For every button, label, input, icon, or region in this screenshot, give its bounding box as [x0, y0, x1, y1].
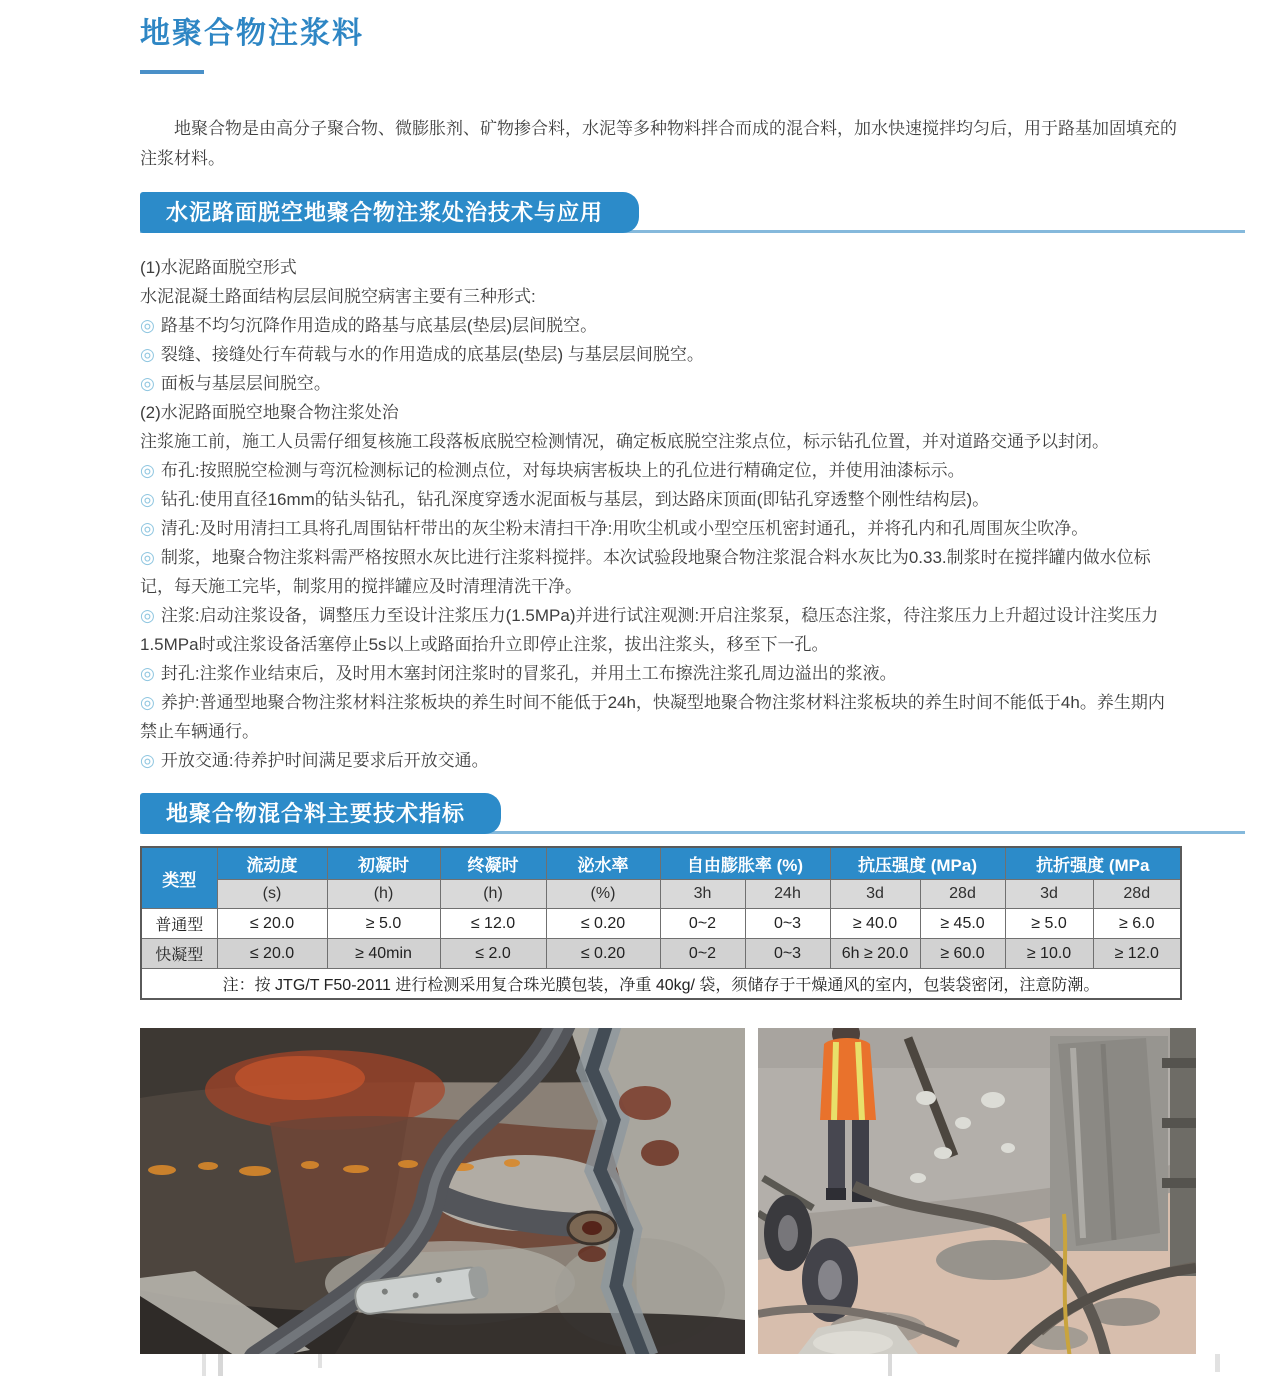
value-cell: 0~3 [745, 909, 830, 939]
ring-bullet-icon: ◎ [140, 548, 155, 567]
value-cell: ≥ 60.0 [920, 939, 1005, 969]
grouting-hole-photo [140, 1028, 745, 1354]
table-sub-header: 24h [745, 880, 830, 909]
table-group-header: 初凝时 [327, 847, 440, 880]
table-unit-header: (h) [440, 880, 546, 909]
table-unit-header: (h) [327, 880, 440, 909]
value-cell: 0~3 [745, 939, 830, 969]
ring-bullet-icon: ◎ [140, 693, 155, 712]
table-unit-header: (s) [217, 880, 327, 909]
row-type-cell: 普通型 [141, 909, 217, 939]
ring-bullet-icon: ◎ [140, 345, 155, 364]
table-unit-header: (%) [546, 880, 660, 909]
bullet-line: ◎ 路基不均匀沉降作用造成的路基与底基层(垫层)层间脱空。 [140, 316, 598, 335]
ring-bullet-icon: ◎ [140, 664, 155, 683]
value-cell: ≥ 12.0 [1093, 939, 1181, 969]
ring-bullet-icon: ◎ [140, 316, 155, 335]
spec-table-body [141, 909, 1181, 1000]
table-group-header: 终凝时 [440, 847, 546, 880]
bullet-line: ◎ 钻孔:使用直径16mm的钻头钻孔，钻孔深度穿透水泥面板与基层，到达路床顶面(即钻孔穿透整个刚性结构层)。 [140, 490, 990, 509]
value-cell: ≤ 12.0 [440, 909, 546, 939]
table-corner-header: 类型 [141, 847, 217, 909]
value-cell: ≤ 20.0 [217, 939, 327, 969]
value-cell: ≥ 6.0 [1093, 909, 1181, 939]
section2-banner-title: 地聚合物混合料主要技术指标 [140, 793, 501, 834]
value-cell: ≥ 45.0 [920, 909, 1005, 939]
section1-banner-title: 水泥路面脱空地聚合物注浆处治技术与应用 [140, 192, 639, 233]
spec-table [140, 846, 1182, 1000]
table-sub-header: 28d [920, 880, 1005, 909]
text-line: 水泥混凝土路面结构层层间脱空病害主要有三种形式: [140, 287, 536, 306]
ring-bullet-icon: ◎ [140, 461, 155, 480]
bullet-line: ◎ 养护:普通型地聚合物注浆材料注浆板块的养生时间不能低于24h，快凝型地聚合物注浆材料注浆板块的养生时间不能低于4h。养生期内禁止车辆通行。 [140, 693, 1165, 741]
intro-paragraph: 地聚合物是由高分子聚合物、微膨胀剂、矿物掺合料，水泥等多种物料拌合而成的混合料，加水快速搅拌均匀后，用于路基加固填充的注浆材料。 [140, 119, 1177, 168]
table-sub-header: 28d [1093, 880, 1181, 909]
table-header-row-1 [141, 847, 1181, 880]
table-group-header: 自由膨胀率 (%) [660, 847, 830, 880]
title-underline [140, 70, 204, 74]
section1-banner [140, 192, 1180, 233]
value-cell: ≤ 0.20 [546, 939, 660, 969]
bullet-line: ◎ 制浆，地聚合物注浆料需严格按照水灰比进行注浆料搅拌。本次试验段地聚合物注浆混合料水灰比为0.33.制浆时在搅拌罐内做水位标记，每天施工完毕，制浆用的搅拌罐应及时清理清洗干净。 [140, 548, 1151, 596]
table-group-header: 抗折强度 (MPa [1005, 847, 1181, 880]
page-bottom-artifacts [140, 1354, 1245, 1376]
table-sub-header: 3d [830, 880, 920, 909]
bullet-line: ◎ 注浆:启动注浆设备，调整压力至设计注浆压力(1.5MPa)并进行试注观测:开启注浆泵，稳压态注浆，待注浆压力上升超过设计注奖压力1.5MPa时或注浆设备活塞停止5s以上或路面抬升立即停止注浆，拔出注浆头，移至下一孔。 [140, 606, 1159, 654]
grouting-site-photo-art [758, 1028, 1196, 1354]
value-cell: ≤ 2.0 [440, 939, 546, 969]
text-line: (2)水泥路面脱空地聚合物注浆处治 [140, 403, 399, 422]
table-group-header: 流动度 [217, 847, 327, 880]
bullet-line: ◎ 开放交通:待养护时间满足要求后开放交通。 [140, 751, 489, 770]
table-note: 注：按 JTG/T F50-2011 进行检测采用复合珠光膜包装，净重 40kg/ 袋，须储存于干燥通风的室内，包装袋密闭，注意防潮。 [141, 969, 1181, 1000]
value-cell: ≥ 5.0 [327, 909, 440, 939]
ring-bullet-icon: ◎ [140, 490, 155, 509]
spec-table-head [141, 847, 1181, 909]
text-line: (1)水泥路面脱空形式 [140, 258, 297, 277]
value-cell: ≥ 40min [327, 939, 440, 969]
photo-row [140, 1028, 1280, 1354]
table-sub-header: 3d [1005, 880, 1093, 909]
bullet-line: ◎ 面板与基层层间脱空。 [140, 374, 331, 393]
grouting-hole-photo-art [140, 1028, 745, 1354]
value-cell: 0~2 [660, 909, 745, 939]
ring-bullet-icon: ◎ [140, 374, 155, 393]
bullet-line: ◎ 封孔:注浆作业结束后，及时用木塞封闭注浆时的冒浆孔，并用土工布擦洗注浆孔周边溢出的浆液。 [140, 664, 897, 683]
grouting-site-photo [758, 1028, 1196, 1354]
ring-bullet-icon: ◎ [140, 751, 155, 770]
ring-bullet-icon: ◎ [140, 606, 155, 625]
value-cell: ≥ 40.0 [830, 909, 920, 939]
table-group-header: 泌水率 [546, 847, 660, 880]
bullet-line: ◎ 清孔:及时用清扫工具将孔周围钻杆带出的灰尘粉末清扫干净:用吹尘机或小型空压机密封通孔，并将孔内和孔周围灰尘吹净。 [140, 519, 1089, 538]
table-row [141, 939, 1181, 969]
text-line: 注浆施工前，施工人员需仔细复核施工段落板底脱空检测情况，确定板底脱空注浆点位，标示钻孔位置，并对道路交通予以封闭。 [140, 432, 1109, 451]
page-title: 地聚合物注浆料 [140, 17, 364, 50]
bullet-line: ◎ 裂缝、接缝处行车荷载与水的作用造成的底基层(垫层) 与基层层间脱空。 [140, 345, 704, 364]
table-sub-header: 3h [660, 880, 745, 909]
bullet-line: ◎ 布孔:按照脱空检测与弯沉检测标记的检测点位，对每块病害板块上的孔位进行精确定位，并使用油漆标示。 [140, 461, 965, 480]
value-cell: 6h ≥ 20.0 [830, 939, 920, 969]
table-row [141, 909, 1181, 939]
ring-bullet-icon: ◎ [140, 519, 155, 538]
table-header-row-2 [141, 880, 1181, 909]
table-group-header: 抗压强度 (MPa) [830, 847, 1005, 880]
value-cell: ≥ 10.0 [1005, 939, 1093, 969]
table-note-row [141, 969, 1181, 1000]
value-cell: 0~2 [660, 939, 745, 969]
value-cell: ≤ 0.20 [546, 909, 660, 939]
section1-body [140, 253, 1180, 775]
value-cell: ≥ 5.0 [1005, 909, 1093, 939]
row-type-cell: 快凝型 [141, 939, 217, 969]
value-cell: ≤ 20.0 [217, 909, 327, 939]
section2-banner [140, 793, 1180, 834]
